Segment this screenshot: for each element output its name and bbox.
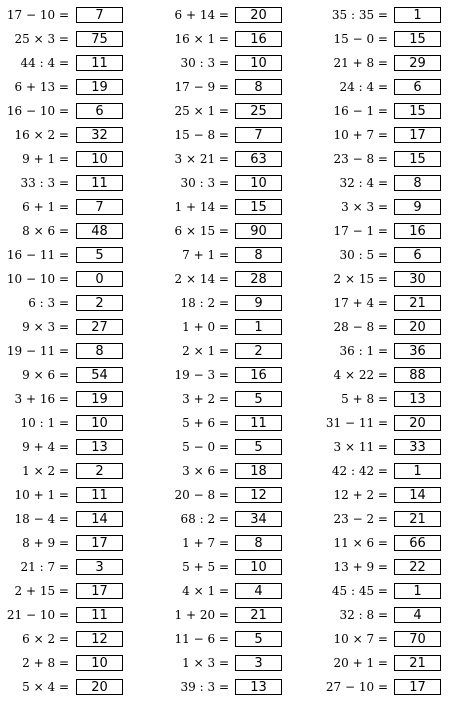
answer-box: 16 [235, 31, 282, 47]
problem-expression: 1 × 3 = [182, 656, 229, 670]
answer-box: 19 [76, 79, 123, 95]
problem-expression: 16 − 11 = [6, 248, 69, 262]
problem-expression: 36 : 1 = [339, 344, 388, 358]
problem-expression: 1 + 7 = [182, 536, 229, 550]
answer-box: 8 [76, 343, 123, 359]
problem-expression: 9 + 1 = [22, 152, 69, 166]
problem-expression: 3 + 2 = [182, 392, 229, 406]
problem-expression: 12 + 2 = [333, 488, 388, 502]
problem-expression: 35 : 35 = [331, 8, 388, 22]
answer-box: 6 [76, 103, 123, 119]
answer-box: 4 [235, 583, 282, 599]
problem-expression: 5 + 6 = [182, 416, 229, 430]
problem-expression: 17 − 1 = [333, 224, 388, 238]
answer-box: 20 [394, 415, 441, 431]
answer-box: 33 [394, 439, 441, 455]
answer-box: 15 [235, 199, 282, 215]
answer-box: 36 [394, 343, 441, 359]
problem-expression: 21 − 10 = [6, 608, 69, 622]
problem-expression: 42 : 42 = [331, 464, 388, 478]
answer-box: 16 [394, 223, 441, 239]
problem-expression: 19 − 11 = [6, 344, 69, 358]
answer-box: 4 [394, 607, 441, 623]
answer-box: 18 [235, 463, 282, 479]
answer-box: 10 [76, 151, 123, 167]
problem-expression: 31 − 11 = [325, 416, 388, 430]
problem-expression: 20 + 1 = [333, 656, 388, 670]
problem-expression: 32 : 4 = [339, 176, 388, 190]
answer-box: 27 [76, 319, 123, 335]
problem-expression: 4 × 22 = [333, 368, 388, 382]
answer-box: 1 [394, 583, 441, 599]
answer-box: 16 [235, 367, 282, 383]
problem-expression: 15 − 8 = [174, 128, 229, 142]
answer-box: 14 [394, 487, 441, 503]
problem-expression: 6 × 15 = [174, 224, 229, 238]
problem-expression: 2 + 15 = [14, 584, 69, 598]
problem-expression: 13 + 9 = [333, 560, 388, 574]
problem-expression: 27 − 10 = [325, 680, 388, 694]
answer-box: 21 [235, 607, 282, 623]
problem-expression: 2 × 14 = [174, 272, 229, 286]
problem-expression: 3 × 6 = [182, 464, 229, 478]
answer-box: 15 [394, 103, 441, 119]
problem-expression: 30 : 5 = [339, 248, 388, 262]
problem-expression: 25 × 1 = [174, 104, 229, 118]
problem-expression: 33 : 3 = [20, 176, 69, 190]
answer-box: 30 [394, 271, 441, 287]
answer-box: 2 [235, 343, 282, 359]
answer-box: 66 [394, 535, 441, 551]
answer-box: 10 [235, 175, 282, 191]
answer-box: 2 [76, 295, 123, 311]
answer-box: 21 [394, 655, 441, 671]
problem-expression: 6 + 13 = [14, 80, 69, 94]
problem-expression: 5 × 4 = [22, 680, 69, 694]
answer-box: 25 [235, 103, 282, 119]
problem-expression: 15 − 0 = [333, 32, 388, 46]
answer-box: 7 [76, 7, 123, 23]
problem-expression: 7 + 1 = [182, 248, 229, 262]
answer-box: 20 [76, 679, 123, 695]
answer-box: 12 [235, 487, 282, 503]
problem-expression: 2 × 15 = [333, 272, 388, 286]
problem-expression: 28 − 8 = [333, 320, 388, 334]
problem-expression: 4 × 1 = [182, 584, 229, 598]
problem-expression: 1 + 0 = [182, 320, 229, 334]
problem-expression: 32 : 8 = [339, 608, 388, 622]
problem-expression: 21 : 7 = [20, 560, 69, 574]
answer-box: 21 [394, 511, 441, 527]
problem-expression: 21 + 8 = [333, 56, 388, 70]
problem-expression: 16 × 2 = [14, 128, 69, 142]
problem-expression: 23 − 2 = [333, 512, 388, 526]
problem-expression: 17 − 10 = [6, 8, 69, 22]
problem-expression: 17 + 4 = [333, 296, 388, 310]
problem-expression: 10 + 1 = [14, 488, 69, 502]
problem-expression: 24 : 4 = [339, 80, 388, 94]
answer-box: 20 [235, 7, 282, 23]
answer-box: 7 [76, 199, 123, 215]
answer-box: 10 [235, 55, 282, 71]
problem-expression: 8 + 9 = [22, 536, 69, 550]
answer-box: 21 [394, 295, 441, 311]
answer-box: 10 [235, 559, 282, 575]
answer-box: 8 [235, 247, 282, 263]
answer-box: 7 [235, 127, 282, 143]
problem-expression: 3 × 21 = [174, 152, 229, 166]
problem-expression: 3 + 16 = [14, 392, 69, 406]
answer-box: 0 [76, 271, 123, 287]
answer-box: 17 [76, 535, 123, 551]
answer-box: 17 [394, 127, 441, 143]
problem-expression: 11 − 6 = [174, 632, 229, 646]
answer-box: 5 [235, 631, 282, 647]
answer-box: 1 [235, 319, 282, 335]
problem-expression: 68 : 2 = [180, 512, 229, 526]
problem-expression: 5 + 8 = [341, 392, 388, 406]
problem-expression: 10 − 10 = [6, 272, 69, 286]
answer-box: 19 [76, 391, 123, 407]
answer-box: 8 [235, 535, 282, 551]
problem-expression: 19 − 3 = [174, 368, 229, 382]
answer-box: 13 [235, 679, 282, 695]
answer-box: 9 [235, 295, 282, 311]
answer-box: 13 [76, 439, 123, 455]
problem-expression: 18 − 4 = [14, 512, 69, 526]
problem-expression: 5 + 5 = [182, 560, 229, 574]
problem-expression: 9 × 3 = [22, 320, 69, 334]
answer-box: 11 [76, 55, 123, 71]
problem-expression: 3 × 3 = [341, 200, 388, 214]
answer-box: 14 [76, 511, 123, 527]
answer-box: 2 [76, 463, 123, 479]
answer-box: 15 [394, 31, 441, 47]
problem-expression: 30 : 3 = [180, 176, 229, 190]
problem-expression: 6 + 1 = [22, 200, 69, 214]
answer-box: 13 [394, 391, 441, 407]
problem-expression: 3 × 11 = [333, 440, 388, 454]
problem-expression: 6 : 3 = [28, 296, 69, 310]
answer-box: 11 [76, 607, 123, 623]
problem-expression: 6 × 2 = [22, 632, 69, 646]
answer-box: 12 [76, 631, 123, 647]
problem-expression: 30 : 3 = [180, 56, 229, 70]
problem-expression: 18 : 2 = [180, 296, 229, 310]
answer-box: 8 [235, 79, 282, 95]
problem-expression: 9 + 4 = [22, 440, 69, 454]
answer-box: 63 [235, 151, 282, 167]
problem-expression: 17 − 9 = [174, 80, 229, 94]
answer-box: 88 [394, 367, 441, 383]
problem-expression: 2 × 1 = [182, 344, 229, 358]
answer-box: 20 [394, 319, 441, 335]
answer-box: 11 [76, 175, 123, 191]
problem-expression: 1 × 2 = [22, 464, 69, 478]
problem-expression: 16 − 1 = [333, 104, 388, 118]
problem-expression: 20 − 8 = [174, 488, 229, 502]
answer-box: 75 [76, 31, 123, 47]
answer-box: 29 [394, 55, 441, 71]
problem-expression: 1 + 20 = [174, 608, 229, 622]
problem-expression: 44 : 4 = [20, 56, 69, 70]
answer-box: 10 [76, 415, 123, 431]
problem-expression: 8 × 6 = [22, 224, 69, 238]
answer-box: 17 [394, 679, 441, 695]
answer-box: 48 [76, 223, 123, 239]
answer-box: 1 [394, 463, 441, 479]
problem-expression: 9 × 6 = [22, 368, 69, 382]
problem-expression: 25 × 3 = [14, 32, 69, 46]
problem-expression: 10 + 7 = [333, 128, 388, 142]
answer-box: 90 [235, 223, 282, 239]
answer-box: 34 [235, 511, 282, 527]
answer-box: 6 [394, 79, 441, 95]
answer-box: 32 [76, 127, 123, 143]
problem-expression: 16 − 10 = [6, 104, 69, 118]
answer-box: 22 [394, 559, 441, 575]
answer-box: 17 [76, 583, 123, 599]
problem-expression: 11 × 6 = [333, 536, 388, 550]
answer-box: 8 [394, 175, 441, 191]
problem-expression: 10 × 7 = [333, 632, 388, 646]
answer-box: 54 [76, 367, 123, 383]
answer-box: 28 [235, 271, 282, 287]
answer-box: 11 [76, 487, 123, 503]
answer-box: 1 [394, 7, 441, 23]
answer-box: 10 [76, 655, 123, 671]
answer-box: 6 [394, 247, 441, 263]
problem-expression: 23 − 8 = [333, 152, 388, 166]
answer-box: 11 [235, 415, 282, 431]
problem-expression: 2 + 8 = [22, 656, 69, 670]
problem-expression: 6 + 14 = [174, 8, 229, 22]
problem-expression: 16 × 1 = [174, 32, 229, 46]
problem-expression: 5 − 0 = [182, 440, 229, 454]
answer-box: 15 [394, 151, 441, 167]
answer-box: 9 [394, 199, 441, 215]
problem-expression: 1 + 14 = [174, 200, 229, 214]
answer-box: 5 [235, 391, 282, 407]
answer-box: 70 [394, 631, 441, 647]
answer-box: 3 [235, 655, 282, 671]
problem-expression: 10 : 1 = [20, 416, 69, 430]
answer-box: 5 [76, 247, 123, 263]
answer-box: 5 [235, 439, 282, 455]
problem-expression: 45 : 45 = [331, 584, 388, 598]
answer-box: 3 [76, 559, 123, 575]
problem-expression: 39 : 3 = [180, 680, 229, 694]
